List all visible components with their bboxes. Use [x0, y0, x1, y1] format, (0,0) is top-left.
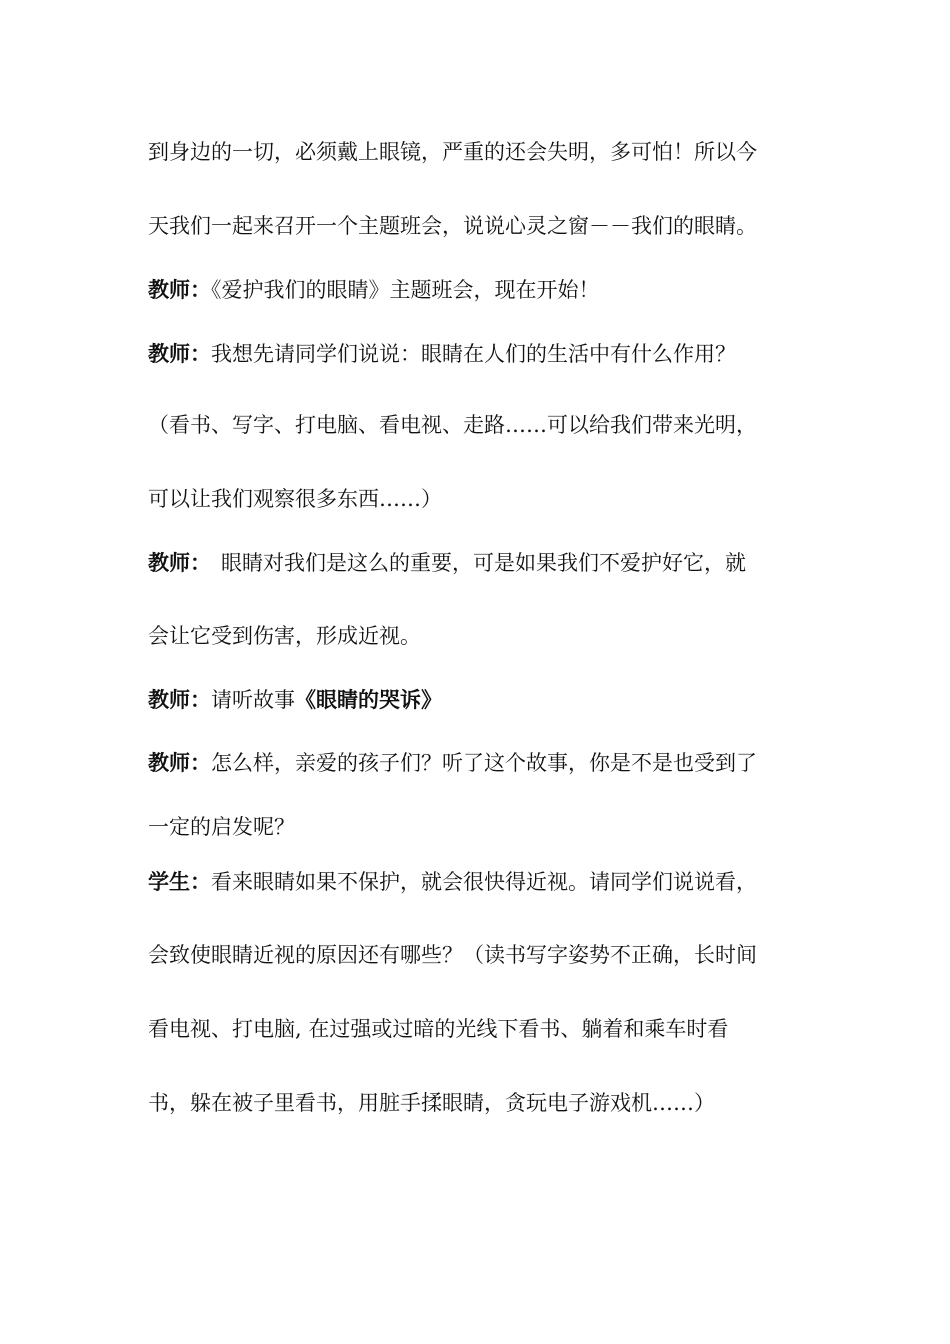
- line-text: 会致使眼睛近视的原因还有哪些？（读书写字姿势不正确，长时间: [148, 943, 757, 967]
- line-text: 天我们一起来召开一个主题班会，说说心灵之窗－－我们的眼睛。: [148, 214, 757, 238]
- line-text: 我想先请同学们说说：眼睛在人们的生活中有什么作用？: [211, 342, 736, 366]
- paragraph-line: [148, 410, 808, 440]
- line-text: 《爱护我们的眼睛》主题班会，现在开始！: [211, 278, 600, 302]
- dialogue-line: [148, 867, 808, 897]
- paragraph-line: [148, 812, 808, 842]
- speaker-label: 学生：: [148, 870, 211, 894]
- line-text: 一定的启发呢？: [148, 815, 295, 839]
- story-title: 《眼睛的哭诉》: [295, 688, 442, 712]
- paragraph-line: [148, 211, 808, 241]
- line-text: 看来眼睛如果不保护，就会很快得近视。请同学们说说看，: [211, 870, 757, 894]
- line-text: 到身边的一切，必须戴上眼镜，严重的还会失明，多可怕！所以今: [148, 140, 757, 164]
- dialogue-line: [148, 339, 808, 369]
- speaker-label: 教师：: [148, 278, 211, 302]
- paragraph-line: [148, 1088, 808, 1118]
- line-text: （看书、写字、打电脑、看电视、走路……可以给我们带来光明，: [148, 413, 757, 437]
- line-text: 看电视、打电脑, 在过强或过暗的光线下看书、躺着和乘车时看: [148, 1017, 729, 1041]
- dialogue-line: [148, 685, 808, 715]
- speaker-label: 教师：: [148, 751, 211, 775]
- speaker-label: 教师：: [148, 342, 211, 366]
- paragraph-line: [148, 621, 808, 651]
- paragraph-line: [148, 484, 808, 514]
- line-text: 请听故事: [211, 688, 295, 712]
- speaker-label: 教师：: [148, 551, 211, 575]
- line-text: 眼睛对我们是这么的重要，可是如果我们不爱护好它，就: [221, 551, 746, 575]
- line-text: 书，躲在被子里看书，用脏手揉眼睛，贪玩电子游戏机……）: [148, 1091, 715, 1115]
- line-text: 怎么样，亲爱的孩子们？听了这个故事，你是不是也受到了: [211, 751, 757, 775]
- paragraph-line: [148, 1014, 808, 1044]
- line-text: 会让它受到伤害，形成近视。: [148, 624, 421, 648]
- dialogue-line: [148, 275, 808, 305]
- dialogue-line: [148, 748, 808, 778]
- line-text: 可以让我们观察很多东西……）: [148, 487, 442, 511]
- paragraph-line: [148, 137, 808, 167]
- paragraph-line: [148, 940, 808, 970]
- speaker-label: 教师：: [148, 688, 211, 712]
- dialogue-line: [148, 548, 808, 578]
